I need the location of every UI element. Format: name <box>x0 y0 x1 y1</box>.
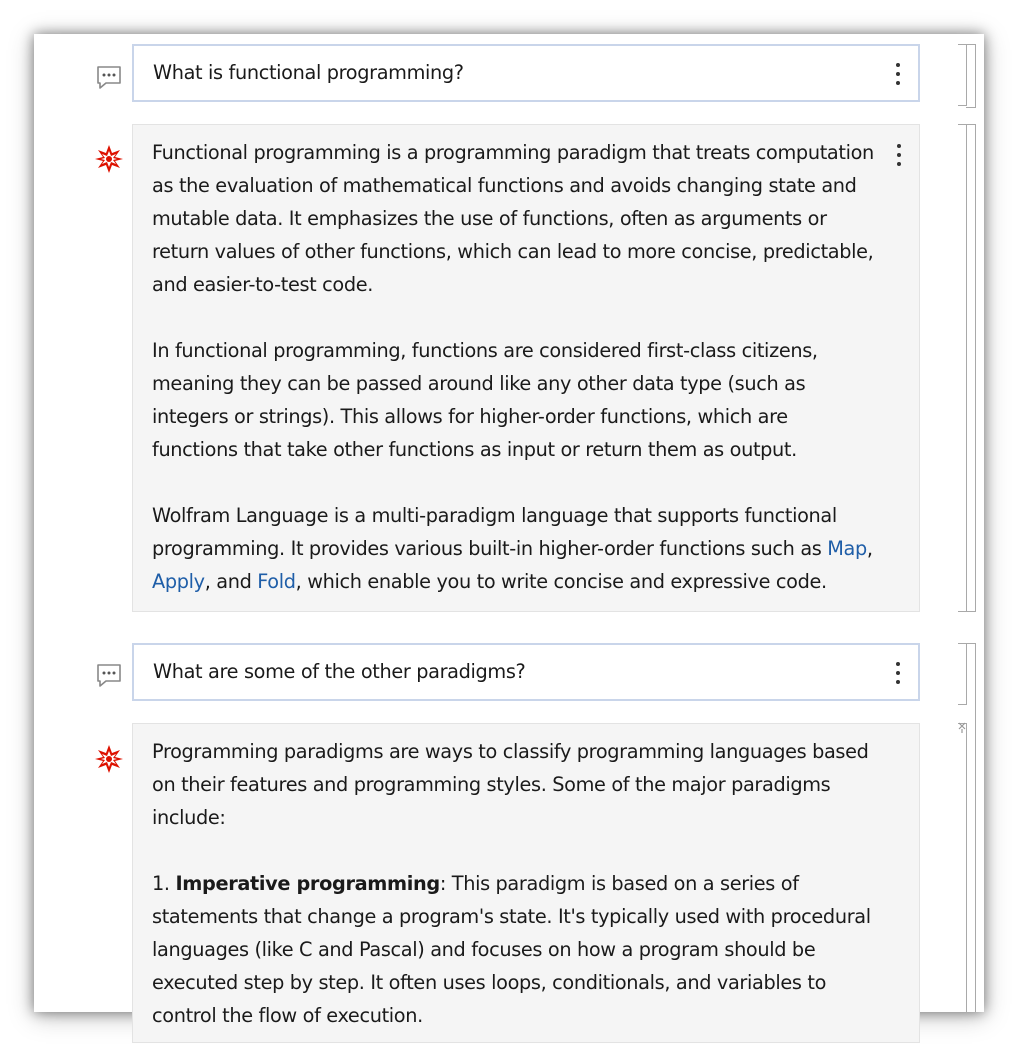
group-bracket[interactable] <box>966 643 976 1012</box>
notebook-window <box>34 34 984 1027</box>
cell-menu-button[interactable] <box>895 144 903 166</box>
list-item <box>152 867 879 1032</box>
question-text: What is functional programming? <box>153 61 464 84</box>
cell-menu-button[interactable] <box>894 63 902 85</box>
chat-output-cell <box>132 723 920 1043</box>
separator-text: , and <box>204 570 258 593</box>
chat-bubble-icon[interactable] <box>94 62 124 92</box>
list-text: : This paradigm is based on a series of statements that change a program's state. It's typically used with procedural languages (like C and Pascal) and focuses on how a program should be executed step by step. It often uses loops, conditionals, and variables to control the flow of execution. <box>152 872 871 1027</box>
answer-paragraph <box>152 499 879 598</box>
answer-tail-text: , which enable you to write concise and expressive code. <box>295 570 827 593</box>
answer-body <box>152 735 879 1032</box>
question-text: What are some of the other paradigms? <box>153 660 526 683</box>
chat-bubble-icon[interactable] <box>94 660 124 690</box>
answer-paragraph: Functional programming is a programming paradigm that treats computation as the evaluation of mathematical functions and avoids changing state and mutable data. It emphasizes the use of functions, often as arguments or return values of other functions, which can lead to more concise, predictable, and easier-to-test code. <box>152 141 874 296</box>
chat-input-cell[interactable] <box>132 643 920 701</box>
list-number: 1. <box>152 872 176 895</box>
chat-output-cell <box>132 124 920 612</box>
answer-paragraph: In functional programming, functions are considered first-class citizens, meaning they can be passed around like any other data type (such as integers or strings). This allows for higher-order functions, which are functions that take other functions as input or return them as output. <box>152 339 818 461</box>
answer-paragraph: Programming paradigms are ways to classify programming languages based on their features and programming styles. Some of the major paradigms include: <box>152 740 869 829</box>
map-link[interactable]: Map <box>827 537 867 560</box>
apply-link[interactable]: Apply <box>152 570 205 593</box>
cell-edit-marker-icon[interactable] <box>956 720 968 734</box>
separator-text: , <box>866 537 873 560</box>
cell-menu-button[interactable] <box>894 662 902 684</box>
fold-link[interactable]: Fold <box>257 570 296 593</box>
wolfram-spikey-icon <box>94 744 124 774</box>
group-bracket[interactable] <box>966 44 976 108</box>
answer-text: Wolfram Language is a multi-paradigm language that supports functional programming. It provides various built-in higher-order functions such as <box>152 504 837 560</box>
chat-input-cell[interactable] <box>132 44 920 102</box>
group-bracket[interactable] <box>966 124 976 612</box>
list-term: Imperative programming <box>175 872 440 895</box>
wolfram-spikey-icon <box>94 144 124 174</box>
cell-bracket[interactable] <box>958 723 967 1012</box>
answer-body <box>152 136 879 598</box>
